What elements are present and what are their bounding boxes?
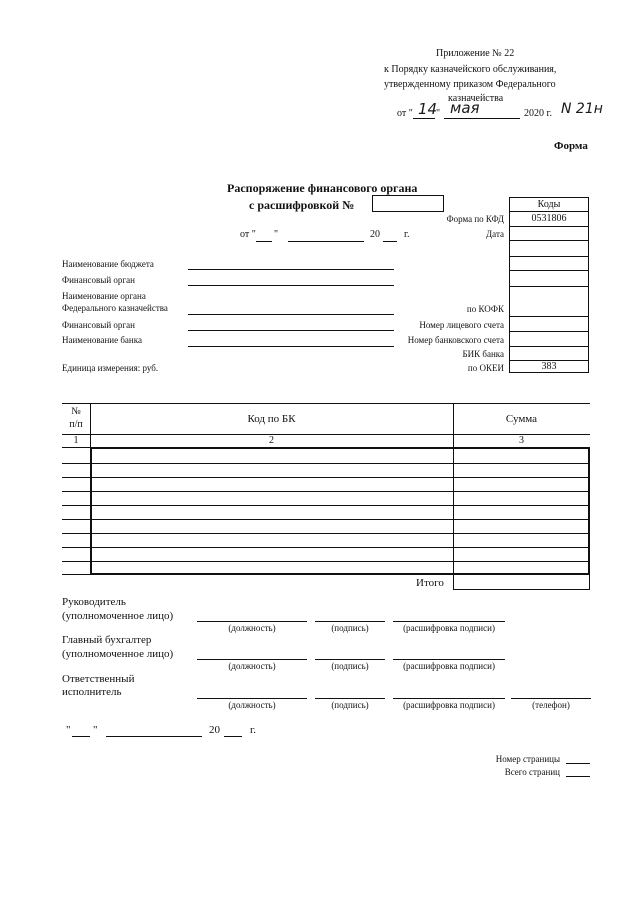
form-label: Форма [554, 140, 588, 152]
col-index-2: 2 [269, 435, 274, 446]
fin-organ-label: Финансовый орган [62, 275, 135, 285]
exec-signature-caption: (подпись) [331, 700, 369, 710]
exec-phone-caption: (телефон) [532, 700, 570, 710]
appendix-date-prefix: от " [397, 108, 413, 119]
table-row [62, 547, 590, 548]
bank-field[interactable] [188, 346, 394, 347]
appendix-line2: к Порядку казначейского обслуживания, [384, 64, 557, 75]
bank-label: Наименование банка [62, 335, 142, 345]
bottom-date-year: 20 [209, 724, 220, 736]
treasury-field[interactable] [188, 314, 394, 315]
table-body[interactable] [90, 447, 590, 575]
acc-decoding-field[interactable] [393, 659, 505, 660]
appendix-line1: Приложение № 22 [436, 48, 515, 59]
total-label: Итого [416, 577, 444, 589]
treasury-label-line2: Федерального казначейства [62, 303, 168, 313]
codes-header: Коды [537, 199, 561, 210]
head-signature-field[interactable] [315, 621, 385, 622]
budget-field[interactable] [188, 269, 394, 270]
executor-label-line2: исполнитель [62, 686, 122, 698]
bottom-date-quote1: " [66, 724, 71, 736]
table-row [62, 477, 590, 478]
accountant-label: Главный бухгалтер [62, 634, 152, 646]
page-title: Распоряжение финансового органа [227, 181, 418, 195]
accountant-label-line2: (уполномоченное лицо) [62, 648, 174, 660]
exec-phone-field[interactable] [511, 698, 591, 699]
page-number-label: Номер страницы [495, 754, 560, 764]
fin-organ-field[interactable] [188, 285, 394, 286]
table-row [62, 561, 590, 562]
exec-signature-field[interactable] [315, 698, 385, 699]
fin-organ2-label: Финансовый орган [62, 320, 135, 330]
okei-label: по ОКЕИ [467, 363, 504, 373]
head-position-caption: (должность) [228, 623, 276, 633]
total-pages-field[interactable] [566, 776, 590, 777]
date-line-suffix: г. [404, 229, 410, 240]
head-decoding-field[interactable] [393, 621, 505, 622]
head-label: Руководитель [62, 596, 126, 608]
col-index-3: 3 [519, 435, 524, 446]
total-field[interactable] [453, 574, 590, 590]
table-row [62, 519, 590, 520]
title-number-label: с расшифровкой № [249, 198, 355, 212]
page-number-field[interactable] [566, 763, 590, 764]
appendix-line3: утвержденному приказом Федерального [384, 79, 556, 90]
exec-decoding-caption: (расшифровка подписи) [403, 700, 495, 710]
col-sum-header: Сумма [505, 413, 538, 425]
treasury-label-line1: Наименование органа [62, 291, 146, 301]
date-line-year: 20 [370, 229, 380, 240]
col-index-1: 1 [73, 435, 79, 446]
table-row [62, 491, 590, 492]
col-code-header: Код по БК [247, 413, 296, 425]
head-label-line2: (уполномоченное лицо) [62, 610, 174, 622]
fin-organ2-field[interactable] [188, 330, 394, 331]
date-code-label: Дата [486, 229, 504, 239]
kofk-label: по КОФК [466, 304, 504, 314]
acc-position-field[interactable] [197, 659, 307, 660]
head-decoding-caption: (расшифровка подписи) [403, 623, 495, 633]
table-row [62, 533, 590, 534]
exec-position-caption: (должность) [228, 700, 276, 710]
executor-label: Ответственный [62, 673, 135, 685]
kfd-label: Форма по КФД [446, 214, 504, 224]
acc-position-caption: (должность) [228, 661, 276, 671]
bottom-date-month-field[interactable] [106, 736, 202, 737]
acc-signature-caption: (подпись) [331, 661, 369, 671]
appendix-order-number: N 21н [561, 101, 603, 117]
okei-code: 383 [541, 361, 557, 372]
unit-label: Единица измерения: руб. [62, 363, 159, 373]
exec-decoding-field[interactable] [393, 698, 505, 699]
col-num-header: № [71, 406, 81, 417]
appendix-date-quote: " [436, 108, 441, 119]
bank-account-label: Номер банковского счета [407, 335, 504, 345]
bottom-date-day-field[interactable] [72, 736, 90, 737]
table-row [62, 463, 590, 464]
acc-decoding-caption: (расшифровка подписи) [403, 661, 495, 671]
bottom-date-year-field[interactable] [224, 736, 242, 737]
title-number-field[interactable] [372, 195, 444, 212]
appendix-date-year: 2020 г. [524, 108, 552, 119]
bik-label: БИК банка [462, 349, 504, 359]
acc-signature-field[interactable] [315, 659, 385, 660]
bottom-date-suffix: г. [250, 724, 257, 736]
account-label: Номер лицевого счета [419, 320, 504, 330]
date-line-quote: " [274, 229, 279, 240]
date-line-prefix: от " [240, 229, 256, 240]
appendix-line4: казначейства [448, 93, 504, 104]
budget-label: Наименование бюджета [62, 259, 154, 269]
appendix-date-day: 14 [418, 100, 438, 118]
kfd-code: 0531806 [531, 213, 567, 224]
total-pages-label: Всего страниц [504, 767, 560, 777]
col-num-header-line2: п/п [69, 419, 83, 430]
head-position-field[interactable] [197, 621, 307, 622]
appendix-date-month: мая [450, 99, 480, 117]
bottom-date-quote2: " [93, 724, 98, 736]
head-signature-caption: (подпись) [331, 623, 369, 633]
table-row [62, 505, 590, 506]
exec-position-field[interactable] [197, 698, 307, 699]
